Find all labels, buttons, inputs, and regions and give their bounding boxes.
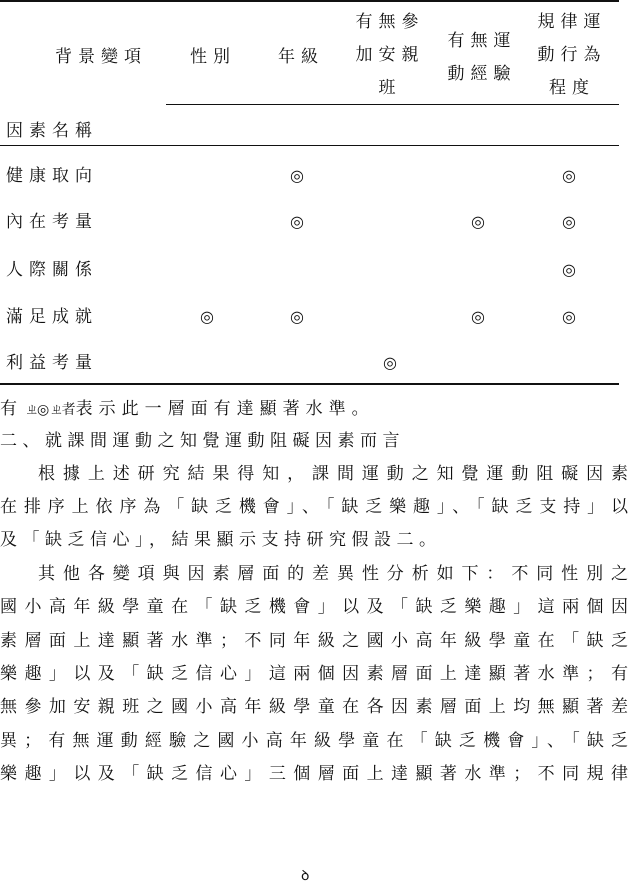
row-mark: ◎ <box>562 212 576 231</box>
table-mid-rule <box>0 145 619 146</box>
col-header-exercise-experience: 有無運 動經驗 <box>447 31 517 84</box>
paragraph-line: 無參加安親班之國小高年級學童在各因素層面上均無顯著差 <box>0 697 628 717</box>
row-factor-benefit: 利益考量 <box>6 353 98 373</box>
paragraph-line: 素層面上達顯著水準；不同年級之國小高年級學童在「缺乏 <box>0 631 628 651</box>
table-bottom-rule <box>0 383 619 385</box>
row-factor-achievement: 滿足成就 <box>6 307 98 327</box>
paragraph-line: 國小高年級學童在「缺乏機會」以及「缺乏樂趣」這兩個因 <box>0 597 628 617</box>
row-mark: ◎ <box>562 166 576 185</box>
row-factor-interpersonal: 人際關係 <box>6 260 98 280</box>
paragraph-line: 異；有無運動經驗之國小高年級學童在「缺乏機會」、「缺乏 <box>0 731 628 751</box>
row-factor-health: 健康取向 <box>6 166 98 186</box>
section-heading: 二、就課間運動之知覺運動阻礙因素而言 <box>0 431 405 451</box>
paragraph-line: 樂趣」以及「缺乏信心」三個層面上達顯著水準；不同規律 <box>0 764 628 784</box>
table-note: 有 ㄓ◎ ㄓ者 表示此一層面有達顯著水準。 <box>0 399 375 419</box>
row-header: 因素名稱 <box>6 121 98 141</box>
row-mark: ◎ <box>562 260 576 279</box>
row-mark: ◎ <box>383 353 397 372</box>
row-mark: ◎ <box>290 166 304 185</box>
row-mark: ◎ <box>562 307 576 326</box>
row-mark: ◎ <box>290 307 304 326</box>
row-mark: ◎ <box>471 212 485 231</box>
table-header-rule <box>166 104 619 105</box>
results-table <box>0 0 619 385</box>
row-mark: ◎ <box>200 307 214 326</box>
paragraph-line: 根據上述研究結果得知，課間運動之知覺運動阻礙因素 <box>38 464 628 484</box>
paragraph-line: 其他各變項與因素層面的差異性分析如下：不同性別之 <box>38 564 628 584</box>
stub-header: 背景變項 <box>55 47 147 67</box>
row-mark: ◎ <box>290 212 304 231</box>
paragraph-line: 樂趣」以及「缺乏信心」這兩個因素層面上達顯著水準；有 <box>0 664 628 684</box>
row-factor-intrinsic: 內在考量 <box>6 212 98 232</box>
col-header-gender: 性別 <box>190 47 236 67</box>
col-header-regular-exercise: 規律運 動行為 程度 <box>537 12 607 98</box>
row-mark: ◎ <box>471 307 485 326</box>
paragraph-line: 在排序上依序為「缺乏機會」、「缺乏樂趣」、「缺乏支持」以 <box>0 497 628 517</box>
paragraph-line: 及「缺乏信心」，結果顯示支持研究假設二。 <box>0 530 442 550</box>
col-header-afterschool: 有無參 加安親 班 <box>355 12 425 98</box>
col-header-grade: 年級 <box>278 47 324 67</box>
page-number: ꝺ <box>301 868 310 884</box>
table-top-rule <box>0 0 619 2</box>
